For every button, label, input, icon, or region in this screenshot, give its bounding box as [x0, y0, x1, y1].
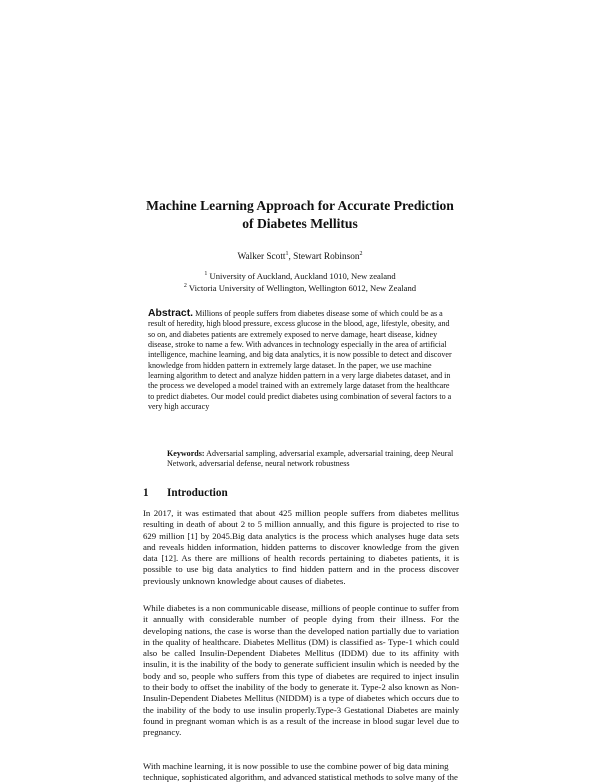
affiliations — [0, 271, 600, 294]
affiliation-2 — [0, 283, 600, 295]
keywords-heading: Keywords: — [167, 449, 205, 458]
abstract — [148, 309, 456, 412]
affiliation-1 — [0, 271, 600, 283]
affiliation-1-text: University of Auckland, Auckland 1010, New zealand — [209, 271, 396, 281]
keywords-text: Adversarial sampling, adversarial example, adversarial training, deep Neural Network, adversarial defense, neural network robustness — [167, 449, 454, 469]
author-1: Walker Scott — [237, 252, 286, 262]
author-list — [0, 251, 600, 263]
affiliation-2-text: Victoria University of Wellington, Wellington 6012, New Zealand — [188, 282, 417, 293]
section-number: 1 — [143, 487, 149, 499]
affiliation-1-superscript: 1 — [204, 271, 208, 278]
keywords — [167, 449, 457, 470]
section-title: Introduction — [167, 487, 228, 499]
paragraph-3-line-1: With machine learning, it is now possible to use the combine power of big data mining — [143, 761, 449, 771]
author-separator: , — [288, 252, 294, 262]
paragraph-1: In 2017, it was estimated that about 425 million people suffers from diabetes mellitus resulting in death of about 2 to 5 million annually, and this figure is projected to rise to 629 million [1] by 2045.Big data analytics is the process which analyses huge data sets and reveals hidden information, hidden patterns to discover knowledge from the given data [12]. As there are millions of health records pertaining to diabetes patients, it is possible to use big data analytics to find hidden pattern and in the process discover previously unknown knowledge about causes of diabetes. — [143, 508, 459, 586]
affiliation-2-superscript: 2 — [183, 282, 187, 289]
paragraph-3 — [143, 761, 459, 784]
abstract-text: Millions of people suffers from diabetes disease some of which could be as a result of heredity, high blood pressure, excess glucose in the blood, age, lifestyle, obesity, and so on, and diabetes patients are extremely exposed to nerve damage, heart disease, kidney disease, stroke to name a few. With advances in technology especially in the area of artificial intelligence, machine learning, and big data analytics, it is now possible to detect and discover knowledge from hidden pattern in extremely large dataset. In the paper, we use machine learning algorithm to detect and analyze hidden pattern in a very large diabetes dataset, and in the process we developed a model trained with an extremely large dataset from the healthcare to predict diabetes. Our model could predict diabetes using combination of several factors to a very high accuracy — [148, 309, 452, 412]
section-heading-introduction — [143, 486, 228, 500]
author-2: Stewart Robinson — [293, 252, 360, 262]
abstract-heading: Abstract. — [148, 308, 194, 319]
paragraph-2: While diabetes is a non communicable disease, millions of people continue to suffer from it annually with considerable number of people dying from their illness. For the developing nations, the case is worse than the developed nation partially due to variation in the quality of healthcare. Diabetes Mellitus (DM) is classified as- Type-1 which could also be called Insulin-Dependent Diabetes Mellitus (IDDM) due to its affinity with insulin, it is the inability of the body to generate sufficient insulin which is needed by the body and so, people who suffers from this type of diabetes are required to inject insulin to their body to offset the inability of the body to generate it. Type-2 also known as Non-Insulin-Dependent Diabetes Mellitus (NIDDM) is a type of diabetes which occurs due to the inability of the body to use insulin properly.Type-3 Gestational Diabetes are mainly found in pregnant woman which is as a result of the increase in blood sugar level due to pregnancy. — [143, 603, 459, 738]
author-1-superscript: 1 — [285, 250, 289, 257]
title-line-1: Machine Learning Approach for Accurate Prediction — [146, 198, 454, 213]
paragraph-3-line-2: technique, sophisticated algorithm, and advanced statistical methods to solve many of the — [143, 772, 458, 783]
author-2-superscript: 2 — [359, 250, 363, 257]
paper-title — [0, 197, 600, 233]
title-line-2: of Diabetes Mellitus — [242, 216, 358, 231]
